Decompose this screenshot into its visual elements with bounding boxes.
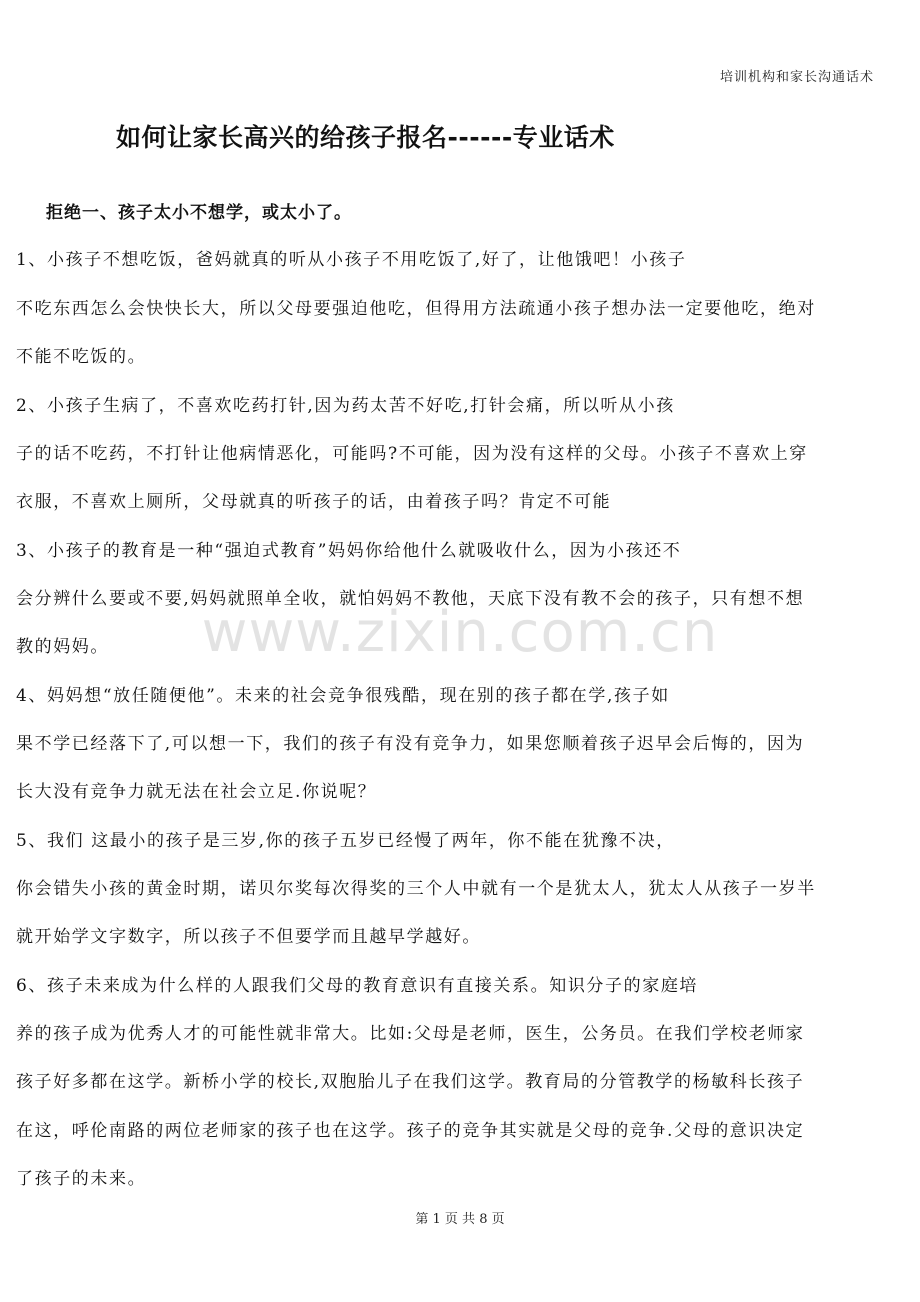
- page-header: 培训机构和家长沟通话术: [719, 70, 874, 85]
- paragraph-line: 果不学已经落下了,可以想一下，我们的孩子有没有竞争力，如果您顺着孩子迟早会后悔的，因为: [16, 734, 805, 754]
- section-heading: 拒绝一、孩子太小不想学，或太小了。: [46, 203, 352, 223]
- paragraph-line: 教的妈妈。: [16, 637, 109, 657]
- paragraph-line: 你会错失小孩的黄金时期，诺贝尔奖每次得奖的三个人中就有一个是犹太人，犹太人从孩子一岁半: [16, 879, 816, 899]
- watermark: www.zixin.com.cn: [201, 600, 719, 665]
- document-title: 如何让家长高兴的给孩子报名------专业话术: [116, 123, 615, 152]
- paragraph-line: 1、小孩子不想吃饭，爸妈就真的听从小孩子不用吃饭了,好了，让他饿吧！小孩子: [16, 250, 687, 270]
- paragraph-line: 5、我们 这最小的孩子是三岁,你的孩子五岁已经慢了两年，你不能在犹豫不决，: [16, 831, 675, 851]
- paragraph-line: 2、小孩子生病了，不喜欢吃药打针,因为药太苦不好吃,打针会痛，所以听从小孩: [16, 396, 675, 416]
- paragraph-line: 4、妈妈想“放任随便他”。未来的社会竞争很残酷，现在别的孩子都在学,孩子如: [16, 686, 670, 706]
- paragraph-line: 3、小孩子的教育是一种“强迫式教育”妈妈你给他什么就吸收什么，因为小孩还不: [16, 541, 682, 561]
- paragraph-line: 不能不吃饭的。: [16, 347, 147, 367]
- page-footer: 第 1 页 共 8 页: [415, 1212, 505, 1227]
- paragraph-line: 会分辨什么要或不要,妈妈就照单全收，就怕妈妈不教他，天底下没有教不会的孩子，只有想不想: [16, 589, 805, 609]
- paragraph-line: 衣服，不喜欢上厕所，父母就真的听孩子的话，由着孩子吗？肯定不可能: [16, 492, 612, 512]
- paragraph-line: 孩子好多都在这学。新桥小学的校长,双胞胎儿子在我们这学。教育局的分管教学的杨敏科长孩子: [16, 1072, 805, 1092]
- paragraph-line: 在这，呼伦南路的两位老师家的孩子也在这学。孩子的竞争其实就是父母的竞争.父母的意识决定: [16, 1121, 805, 1141]
- paragraph-line: 养的孩子成为优秀人才的可能性就非常大。比如:父母是老师，医生，公务员。在我们学校老师家: [16, 1024, 805, 1044]
- paragraph-line: 就开始学文字数字，所以孩子不但要学而且越早学越好。: [16, 927, 481, 947]
- paragraph-line: 子的话不吃药，不打针让他病情恶化，可能吗?不可能，因为没有这样的父母。小孩子不喜欢上穿: [16, 444, 808, 464]
- paragraph-line: 长大没有竞争力就无法在社会立足.你说呢？: [16, 782, 377, 802]
- paragraph-line: 了孩子的未来。: [16, 1169, 147, 1189]
- paragraph-line: 6、孩子未来成为什么样的人跟我们父母的教育意识有直接关系。知识分子的家庭培: [16, 976, 699, 996]
- paragraph-line: 不吃东西怎么会快快长大，所以父母要强迫他吃，但得用方法疏通小孩子想办法一定要他吃，绝对: [16, 299, 816, 319]
